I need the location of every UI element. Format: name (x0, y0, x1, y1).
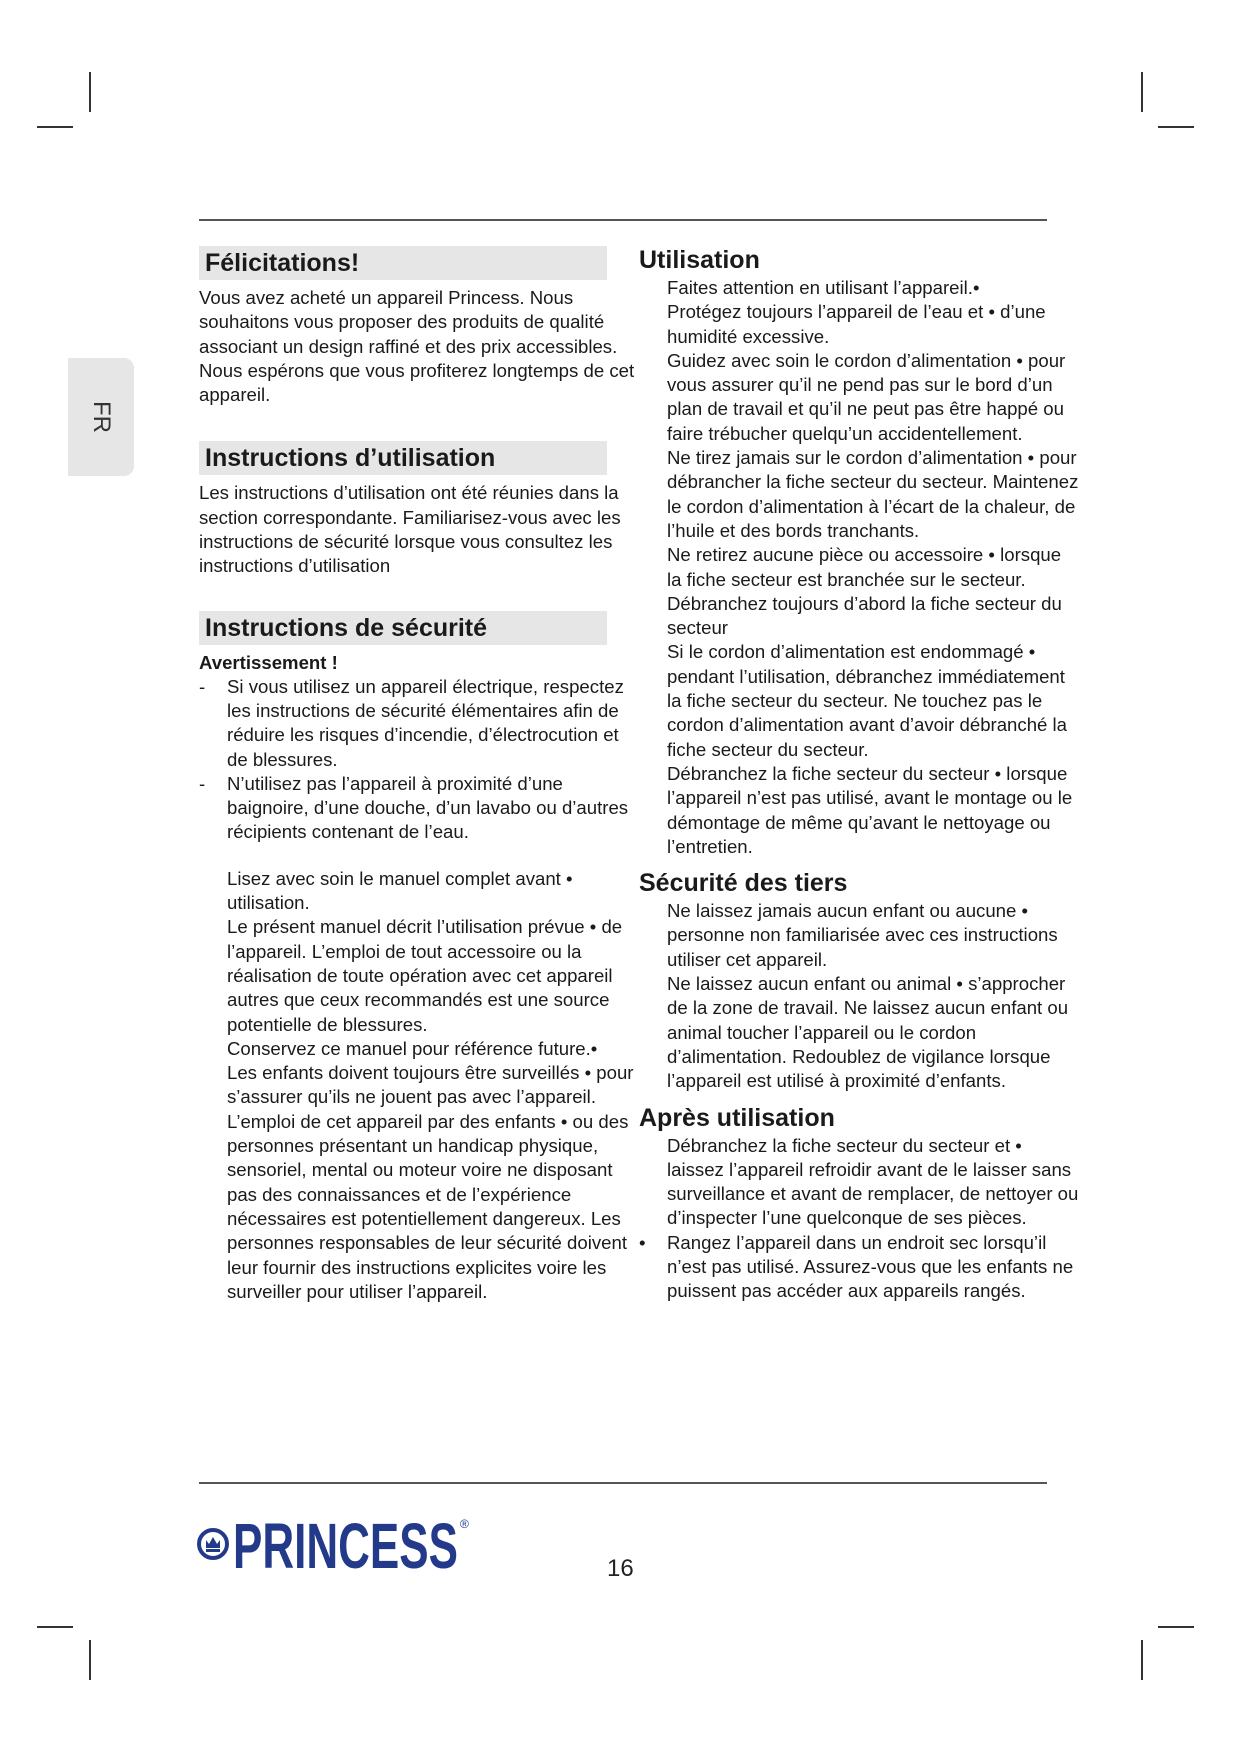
section-instructions-securite (199, 611, 639, 1304)
crop-mark (37, 1626, 73, 1628)
dash-item-text: Si vous utilisez un appareil électrique, respectez les instructions de sécurité élémentaires afin de réduire les risques d’incendie, d’électrocution et de blessures. (227, 675, 624, 770)
safety-paragraph: Conservez ce manuel pour référence future.• (227, 1037, 598, 1059)
crop-mark (1141, 1640, 1143, 1680)
section-utilisation (639, 246, 1079, 859)
section-title: Utilisation (639, 246, 760, 274)
bullet-item-text: Rangez l’appareil dans un endroit sec lorsqu’il n’est pas utilisé. Assurez-vous que les enfants ne puissent pas accéder aux appareils rangés. (667, 1231, 1074, 1302)
dash-item-text: N’utilisez pas l’appareil à proximité d’une baignoire, d’une douche, d’un lavabo ou d’autres récipients contenant de l’eau. (227, 772, 629, 843)
section-title: Instructions de sécurité (199, 611, 607, 645)
brand-name: PRINCESS (233, 1510, 458, 1574)
section-title: Sécurité des tiers (639, 869, 848, 898)
crown-emblem-icon (199, 1530, 227, 1558)
crop-mark (89, 72, 91, 112)
section-felicitations (199, 246, 639, 407)
section-text: Les instructions d’utilisation ont été réunies dans la section correspondante. Familiarisez-vous avec les instructions de sécurité lorsque vous consultez les instructions d’utilisation (199, 482, 621, 577)
usage-paragraph: Protégez toujours l’appareil de l’eau et • d’une humidité excessive. (667, 301, 1046, 347)
crop-mark (1141, 72, 1143, 112)
warning-label: Avertissement ! (199, 651, 338, 673)
dash-list-item (199, 675, 639, 772)
section-instructions-utilisation (199, 441, 639, 578)
after-use-bullet-item (639, 1231, 1079, 1304)
section-title: Félicitations! (199, 246, 607, 280)
dash-list-item (199, 772, 639, 845)
section-securite-tiers (639, 869, 1079, 1093)
language-tab (68, 358, 134, 476)
usage-paragraph: Si le cordon d’alimentation est endommagé • pendant l’utilisation, débranchez immédiatement la fiche secteur du secteur. Ne touchez pas le cordon d’alimentation avant d’avoir débranché la fiche secteur du secteur. (667, 641, 1068, 760)
section-title: Instructions d’utilisation (199, 441, 607, 475)
third-party-paragraph: Ne laissez jamais aucun enfant ou aucune • personne non familiarisée avec ces instructions utiliser cet appareil. (667, 900, 1058, 970)
section-apres-utilisation (639, 1104, 1079, 1304)
usage-paragraph: Faites attention en utilisant l’appareil.• (667, 277, 980, 298)
left-column (199, 246, 639, 1304)
safety-paragraph: Les enfants doivent toujours être surveillés • pour s’assurer qu’ils ne jouent pas avec l’appareil. (227, 1062, 634, 1108)
right-column (639, 246, 1079, 1314)
usage-paragraph: Ne tirez jamais sur le cordon d’alimentation • pour débrancher la fiche secteur du secteur. Maintenez le cordon d’alimentation à l’écart de la chaleur, de l’huile et des bords tranchants. (667, 447, 1079, 541)
top-rule (199, 219, 1047, 221)
usage-paragraph: Guidez avec soin le cordon d’alimentation • pour vous assurer qu’il ne pend pas sur le bord d’un plan de travail et qu’il ne peut pas être happé ou faire trébucher quelqu’un accidentellement. (667, 349, 1066, 444)
language-tab-label: FR (88, 401, 115, 433)
crop-mark (1158, 126, 1194, 128)
bottom-rule (199, 1482, 1047, 1484)
safety-paragraph: Lisez avec soin le manuel complet avant • utilisation. (227, 867, 573, 914)
section-text: Vous avez acheté un appareil Princess. Nous souhaitons vous proposer des produits de qualité associant un design raffiné et des prix accessibles. Nous espérons que vous profiterez longtemps de cet appareil. (199, 287, 635, 406)
crop-mark (89, 1640, 91, 1680)
registered-mark: ® (460, 1517, 469, 1531)
after-use-paragraph: Débranchez la fiche secteur du secteur et • laissez l’appareil refroidir avant de le laisser sans surveillance et avant de remplacer, de nettoyer ou d’inspecter l’une quelconque de ses pièces. (667, 1134, 1079, 1229)
bullet-marker: • (639, 1231, 646, 1253)
usage-paragraph: Débranchez la fiche secteur du secteur • lorsque l’appareil n’est pas utilisé, avant le montage ou le démontage de même qu’avant le nettoyage ou l’entretien. (667, 762, 1073, 857)
usage-paragraph: Ne retirez aucune pièce ou accessoire • lorsque la fiche secteur est branchée sur le secteur. Débranchez toujours d’abord la fiche secteur du secteur (667, 544, 1062, 639)
third-party-paragraph: Ne laissez aucun enfant ou animal • s’approcher de la zone de travail. Ne laissez aucun enfant ou animal toucher l’appareil ou le cordon d’alimentation. Redoublez de vigilance lorsque l’appareil est utilisé à proximité d’enfants. (667, 973, 1069, 1092)
page-number: 16 (607, 1555, 634, 1582)
dash-marker: - (199, 675, 206, 697)
safety-paragraph: Le présent manuel décrit l’utilisation prévue • de l’appareil. L’emploi de tout accessoire ou la réalisation de toute opération avec cet appareil autres que ceux recommandés est une source potentielle de blessures. (227, 916, 623, 1035)
dash-marker: - (199, 772, 206, 794)
crop-mark (1158, 1626, 1194, 1628)
princess-logo (197, 1510, 477, 1574)
crop-mark (37, 126, 73, 128)
safety-paragraph: L’emploi de cet appareil par des enfants • ou des personnes présentant un handicap physique, sensoriel, mental ou moteur voire ne disposant pas des connaissances et de l’expérience nécessaires est potentiellement dangereux. Les personnes responsables de leur sécurité doivent leur fournir des instructions explicites voire les surveiller pour utiliser l’appareil. (227, 1110, 629, 1302)
section-title: Après utilisation (639, 1103, 835, 1132)
